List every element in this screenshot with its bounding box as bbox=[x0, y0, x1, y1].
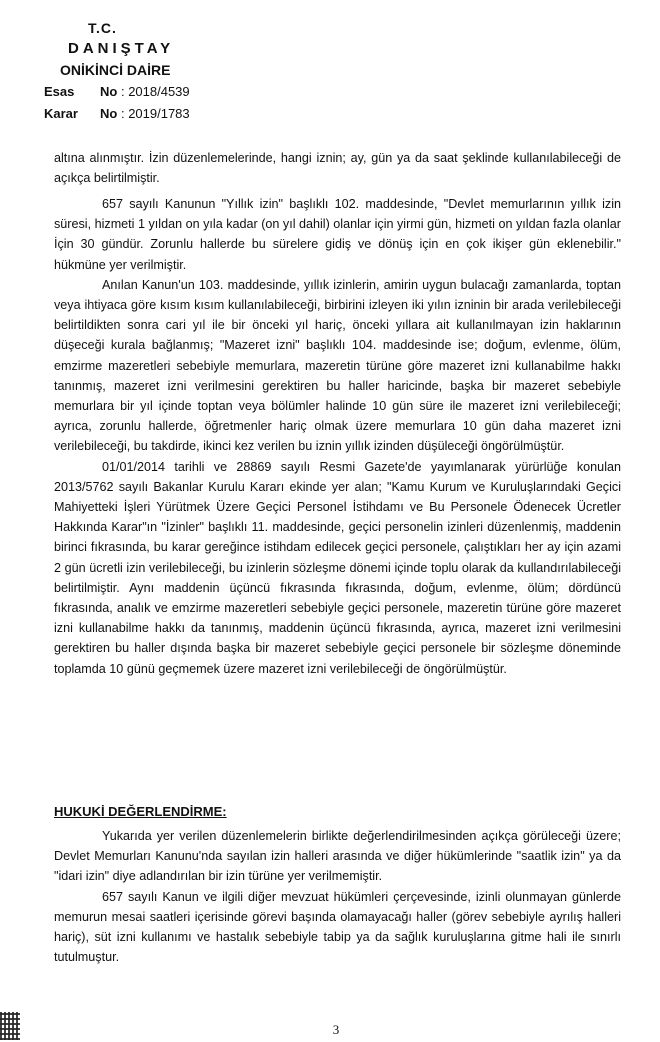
paragraph-1: altına alınmıştır. İzin düzenlemelerinde, hangi iznin; ay, gün ya da saat şeklinde kullanılabileceği de açıkça belirtilmiştir. bbox=[54, 151, 621, 186]
esas-label: Esas bbox=[44, 84, 75, 99]
header-court-name: DANIŞTAY bbox=[68, 40, 175, 57]
header-tc: T.C. bbox=[88, 20, 117, 36]
section-heading: HUKUKİ DEĞERLENDİRME: bbox=[54, 804, 227, 819]
section-paragraph-1: Yukarıda yer verilen düzenlemelerin birlikte değerlendirilmesinden açıkça görüleceği üzere; Devlet Memurları Kanunu'nda sayılan izin halleri arasında ve diğer hükümlerinde "saatlik izin" ya da "idari izin" diye adlandırılan bir izin türüne yer verilmemiştir. bbox=[54, 829, 621, 884]
paragraph-4: 01/01/2014 tarihli ve 28869 sayılı Resmi Gazete'de yayımlanarak yürürlüğe konulan 2013/5762 sayılı Bakanlar Kurulu Kararı ekinde yer alan; "Kamu Kurum ve Kuruluşlarındaki Geçici Mahiyetteki İşleri Yürütmek Üzere Geçici Personel İstihdamı ve Bu Personele Ödenecek Ücretler Hakkında Karar"ın "İzinler" başlıklı 11. maddesinde, geçici personelin izinleri düzenlenmiş, maddenin birinci fıkrasında, bu karar gereğince istihdam edilecek geçici personele, çalıştıkları her ay için azami 2 gün ücretli izin verilebileceği, bu izinlerin sözleşme dönemi içinde toplu olarak da kullandırılabileceği belirtilmiştir. Aynı maddenin üçüncü fıkrasında fıkrasında, doğum, evlenme, ölüm; dördüncü fıkrasında, analık ve emzirme mazeretleri sebebiyle geçici personele, mazeretin türüne göre mazeret izni kullanabilme hakkı da tanınmış, maddenin üçüncü fıkrasında, ayrıca, mazeret izni verilmesini gerektiren bu haller dışında başka bir mazeret sebebiyle geçici personele bir sözleşme döneminde toplamda 10 günü geçmemek üzere mazeret izni verilebileceği de öngörülmüştür. bbox=[54, 459, 621, 676]
header-chamber: ONİKİNCİ DAİRE bbox=[60, 62, 171, 78]
esas-value: : 2018/4539 bbox=[120, 84, 190, 99]
body-paragraph-group-2 bbox=[54, 194, 621, 679]
page-number: 3 bbox=[332, 1022, 340, 1037]
karar-value: : 2019/1783 bbox=[120, 106, 190, 121]
section-paragraph-2: 657 sayılı Kanun ve ilgili diğer mevzuat hükümleri çerçevesinde, izinli olunmayan günlerde memurun mesai saatleri içerisinde görevi başında olamayacağı haller (görev sebebiyle ayrılış halleri hariç), süt izni kullanımı ve hastalık sebebiyle tabip ya da sağlık kuruluşlarına gitme hali ile sınırlı tutulmuştur. bbox=[54, 889, 621, 965]
section-body bbox=[54, 826, 621, 967]
karar-no-label: No bbox=[100, 106, 118, 121]
qr-code-icon bbox=[0, 1012, 20, 1040]
paragraph-3: Anılan Kanun'un 103. maddesinde, yıllık izinlerin, amirin uygun bulacağı zamanlarda, toptan veya ihtiyaca göre kısım kısım kullanılabileceği, birbirini izleyen iki yılın izninin bir arada verilebileceği belirtildikten sonra cari yıl ile bir önceki yıl hariç, önceki yıllara ait kullanılmayan izin haklarının düşeceği kurala bağlanmış; "Mazeret izni" başlıklı 104. maddesinde ise; doğum, evlenme, ölüm, emzirme mazeretleri sebebiyle memurlara, mazeretin türüne göre mazeret izni kullanabilme hakkı tanınmış, mazeret izni verilmesini gerektiren bu haller haricinde, başka bir mazeret sebebiyle memurlara bir yıl içinde toptan veya bölümler halinde 10 gün süre ile mazeret izni verilebileceği; ayrıca, zorunlu hallerde, öğretmenler hariç olmak üzere memurlara 10 gün daha mazeret izni verilebileceği, bu takdirde, ikinci kez verilen bu iznin yıllık izinden düşüleceği öngörülmüştür. bbox=[54, 277, 621, 454]
esas-no-label: No bbox=[100, 84, 118, 99]
karar-row bbox=[44, 106, 190, 121]
karar-label: Karar bbox=[44, 106, 78, 121]
body-paragraph-group-1 bbox=[54, 148, 621, 188]
esas-row bbox=[44, 84, 190, 99]
paragraph-2: 657 sayılı Kanunun "Yıllık izin" başlıklı 102. maddesinde, "Devlet memurlarının yıllık izin süresi, hizmeti 1 yıldan on yıla kadar (on yıl dahil) olanlar için yirmi gün, hizmeti on yıldan fazla olanlar İçin 30 gündür. Zorunlu hallerde bu sürelere gidiş ve dönüş için en çok ikişer gün eklenebilir." hükmüne yer verilmiştir. bbox=[54, 197, 621, 272]
